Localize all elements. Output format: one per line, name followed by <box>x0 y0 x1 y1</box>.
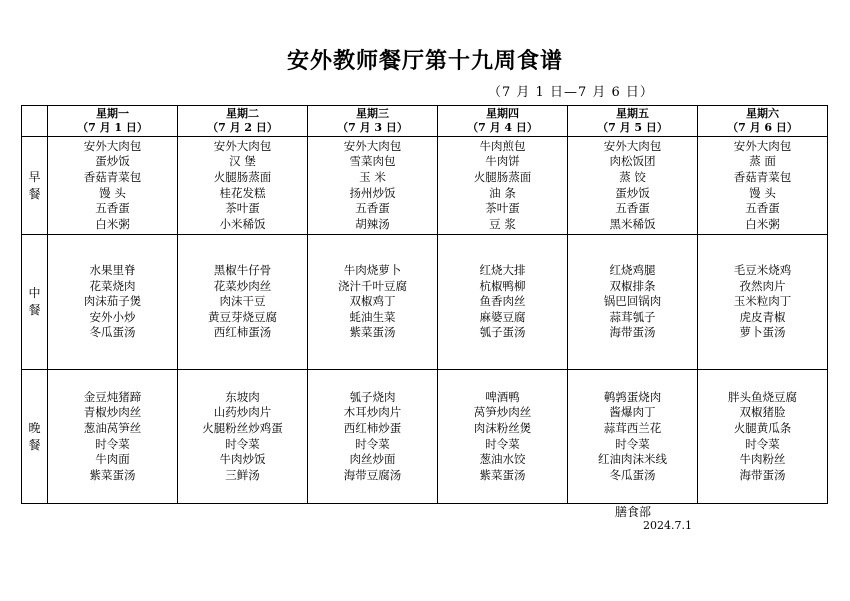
breakfast-row <box>22 137 828 235</box>
dish-item: 茶叶蛋 <box>485 201 520 216</box>
dish-item: 白米粥 <box>95 216 130 231</box>
dish-item: 牛肉烧萝卜 <box>343 263 402 278</box>
dish-item: 蒸 面 <box>749 154 776 169</box>
dish-item: 五香蛋 <box>745 201 780 216</box>
menu-cell <box>48 370 178 504</box>
dish-item: 酱爆肉丁 <box>609 405 656 420</box>
dish-item: 安外大肉包 <box>83 138 142 153</box>
day-date: （7 月 5 日） <box>597 121 668 134</box>
dish-item: 海带豆腐汤 <box>343 467 402 482</box>
menu-cell <box>438 370 568 504</box>
day-header-wed <box>308 106 438 137</box>
menu-cell <box>568 235 698 370</box>
dish-item: 时令菜 <box>615 436 650 451</box>
dish-item: 桂花发糕 <box>219 185 266 200</box>
day-header-sat <box>698 106 828 137</box>
dish-item: 啤酒鸭 <box>485 389 520 404</box>
dish-item: 花菜炒肉丝 <box>213 278 272 293</box>
dish-item: 葱油莴笋丝 <box>83 420 142 435</box>
dish-item: 紫菜蛋汤 <box>89 467 136 482</box>
dish-item: 香菇青菜包 <box>83 169 142 184</box>
meal-label <box>22 370 48 504</box>
menu-cell <box>48 235 178 370</box>
menu-cell <box>698 370 828 504</box>
menu-cell <box>178 137 308 235</box>
dish-item: 豆 浆 <box>489 216 516 231</box>
dish-item: 葱油水饺 <box>479 452 526 467</box>
menu-cell <box>308 235 438 370</box>
dish-item: 五香蛋 <box>95 201 130 216</box>
menu-cell <box>308 370 438 504</box>
dish-item: 牛肉炒饭 <box>219 452 266 467</box>
dish-item: 肉丝炒面 <box>349 452 396 467</box>
dish-item: 杭椒鸭柳 <box>479 278 526 293</box>
dish-item: 东坡肉 <box>225 389 260 404</box>
day-name: 星期五 <box>616 107 649 120</box>
dish-item: 莴笋炒肉丝 <box>473 405 532 420</box>
dish-item: 扬州炒饭 <box>349 185 396 200</box>
meal-label-char: 餐 <box>28 437 41 452</box>
menu-cell <box>438 137 568 235</box>
dish-item: 五香蛋 <box>355 201 390 216</box>
dish-item: 时令菜 <box>95 436 130 451</box>
dish-item: 玉米粒肉丁 <box>733 294 792 309</box>
dish-item: 安外大肉包 <box>213 138 272 153</box>
dish-item: 锅巴回锅肉 <box>603 294 662 309</box>
dish-item: 五香蛋 <box>615 201 650 216</box>
week-date-range: （7 月 1 日—7 月 6 日） <box>488 85 654 100</box>
dish-item: 瓠子蛋汤 <box>479 325 526 340</box>
dish-item: 油 条 <box>489 185 516 200</box>
dish-item: 肉松饭团 <box>609 154 656 169</box>
issue-date: 2024.7.1 <box>643 519 692 532</box>
dish-item: 白米粥 <box>745 216 780 231</box>
dish-item: 肉沫粉丝煲 <box>473 420 532 435</box>
dish-item: 红油肉沫米线 <box>598 452 667 467</box>
day-date: （7 月 2 日） <box>207 121 278 134</box>
dish-item: 双椒猪脸 <box>739 405 786 420</box>
dish-item: 牛肉粉丝 <box>739 452 786 467</box>
menu-cell <box>568 137 698 235</box>
meal-label-char: 晚 <box>28 420 41 435</box>
day-date: （7 月 1 日） <box>77 121 148 134</box>
dish-item: 虎皮青椒 <box>739 309 786 324</box>
dish-item: 时令菜 <box>225 436 260 451</box>
dish-item: 三鲜汤 <box>225 467 260 482</box>
dish-item: 红烧大排 <box>479 263 526 278</box>
dish-item: 蛋炒饭 <box>95 154 130 169</box>
menu-cell <box>178 370 308 504</box>
day-name: 星期四 <box>486 107 519 120</box>
dish-item: 黄豆芽烧豆腐 <box>208 309 277 324</box>
dish-item: 肉沫茄子煲 <box>83 294 142 309</box>
dish-item: 茶叶蛋 <box>225 201 260 216</box>
meal-label-char: 中 <box>28 286 41 300</box>
day-header-fri <box>568 106 698 137</box>
day-date: （7 月 6 日） <box>727 121 798 134</box>
dish-item: 海带蛋汤 <box>609 325 656 340</box>
dish-item: 牛肉饼 <box>485 154 520 169</box>
dish-item: 胖头鱼烧豆腐 <box>728 389 797 404</box>
header-row <box>22 106 828 137</box>
department-signature: 膳食部 <box>615 505 652 519</box>
menu-cell <box>178 235 308 370</box>
dish-item: 香菇青菜包 <box>733 169 792 184</box>
dish-item: 鹌鹑蛋烧肉 <box>603 389 662 404</box>
dish-item: 安外大肉包 <box>603 138 662 153</box>
dish-item: 金豆炖猪蹄 <box>83 389 142 404</box>
menu-table <box>21 105 828 504</box>
day-name: 星期三 <box>356 107 389 120</box>
lunch-row <box>22 235 828 370</box>
menu-cell <box>438 235 568 370</box>
dish-item: 山药炒肉片 <box>213 405 272 420</box>
dish-item: 海带蛋汤 <box>739 467 786 482</box>
dish-item: 肉沫干豆 <box>219 294 266 309</box>
menu-cell <box>698 137 828 235</box>
day-header-thu <box>438 106 568 137</box>
dish-item: 冬瓜蛋汤 <box>89 325 136 340</box>
dish-item: 蒜茸瓠子 <box>609 309 656 324</box>
meal-label-char: 餐 <box>28 303 41 317</box>
dish-item: 火腿肠蒸面 <box>473 169 532 184</box>
menu-cell <box>568 370 698 504</box>
day-header-tue <box>178 106 308 137</box>
dish-item: 花菜烧肉 <box>89 278 136 293</box>
dish-item: 浇汁千叶豆腐 <box>338 278 407 293</box>
dish-item: 麻婆豆腐 <box>479 309 526 324</box>
day-header-mon <box>48 106 178 137</box>
dish-item: 火腿肠蒸面 <box>213 169 272 184</box>
dish-item: 馒 头 <box>99 185 126 200</box>
dish-item: 安外小炒 <box>89 309 136 324</box>
dish-item: 木耳炒肉片 <box>343 405 402 420</box>
dish-item: 火腿粉丝炒鸡蛋 <box>202 420 283 435</box>
dish-item: 安外大肉包 <box>733 138 792 153</box>
page-title: 安外教师餐厅第十九周食谱 <box>286 49 563 74</box>
menu-cell <box>308 137 438 235</box>
dish-item: 牛肉面 <box>95 452 130 467</box>
dish-item: 玉 米 <box>359 169 386 184</box>
day-name: 星期一 <box>96 107 129 120</box>
day-name: 星期二 <box>226 107 259 120</box>
dish-item: 孜然肉片 <box>739 278 786 293</box>
dish-item: 牛肉煎包 <box>479 138 526 153</box>
dish-item: 蒜茸西兰花 <box>603 420 662 435</box>
menu-cell <box>698 235 828 370</box>
meal-label-char: 餐 <box>28 186 41 201</box>
dish-item: 蒸 饺 <box>619 169 646 184</box>
dish-item: 毛豆米烧鸡 <box>733 263 792 278</box>
dish-item: 汉 堡 <box>229 154 256 169</box>
dinner-row <box>22 370 828 504</box>
dish-item: 黑米稀饭 <box>609 216 656 231</box>
dish-item: 冬瓜蛋汤 <box>609 467 656 482</box>
dish-item: 时令菜 <box>485 436 520 451</box>
dish-item: 西红柿炒蛋 <box>343 420 402 435</box>
dish-item: 双椒鸡丁 <box>349 294 396 309</box>
dish-item: 青椒炒肉丝 <box>83 405 142 420</box>
dish-item: 安外大肉包 <box>343 138 402 153</box>
dish-item: 红烧鸡腿 <box>609 263 656 278</box>
dish-item: 蚝油生菜 <box>349 309 396 324</box>
dish-item: 紫菜蛋汤 <box>349 325 396 340</box>
dish-item: 胡辣汤 <box>355 216 390 231</box>
dish-item: 瓠子烧肉 <box>349 389 396 404</box>
day-date: （7 月 4 日） <box>467 121 538 134</box>
dish-item: 时令菜 <box>355 436 390 451</box>
dish-item: 蛋炒饭 <box>615 185 650 200</box>
meal-label <box>22 137 48 235</box>
meal-label <box>22 235 48 370</box>
day-date: （7 月 3 日） <box>337 121 408 134</box>
corner-cell <box>22 106 48 137</box>
dish-item: 双椒排条 <box>609 278 656 293</box>
dish-item: 紫菜蛋汤 <box>479 467 526 482</box>
dish-item: 火腿黄瓜条 <box>733 420 792 435</box>
dish-item: 鱼香肉丝 <box>479 294 526 309</box>
dish-item: 黑椒牛仔骨 <box>213 263 272 278</box>
meal-label-char: 早 <box>28 169 41 184</box>
day-name: 星期六 <box>746 107 779 120</box>
dish-item: 时令菜 <box>745 436 780 451</box>
dish-item: 小米稀饭 <box>219 216 266 231</box>
dish-item: 馒 头 <box>749 185 776 200</box>
dish-item: 萝卜蛋汤 <box>739 325 786 340</box>
dish-item: 水果里脊 <box>89 263 136 278</box>
dish-item: 雪菜肉包 <box>349 154 396 169</box>
menu-cell <box>48 137 178 235</box>
dish-item: 西红柿蛋汤 <box>213 325 272 340</box>
